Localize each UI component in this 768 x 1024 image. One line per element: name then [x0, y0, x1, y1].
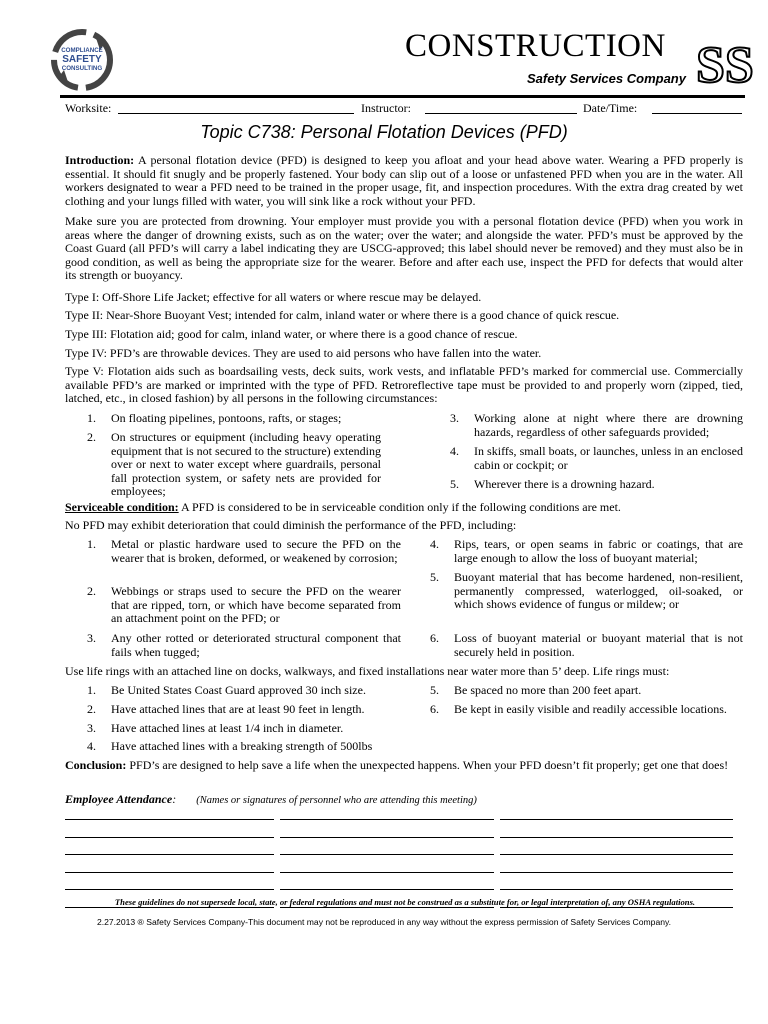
conclusion-text: PFD’s are designed to help save a life when the unexpected happens. When your PFD doesn’t fit properly; get one that does! [126, 758, 729, 772]
signature-line[interactable] [280, 872, 494, 873]
attendance-note: (Names or signatures of personnel who are attending this meeting) [196, 795, 477, 806]
list-item [87, 538, 403, 580]
list-item [430, 632, 744, 660]
list-number: 2. [87, 430, 96, 444]
list-item [430, 571, 744, 627]
list-item [87, 412, 387, 426]
datetime-label: Date/Time: [583, 101, 638, 115]
brand-subtitle: Safety Services Company [527, 71, 686, 86]
list-item [87, 740, 417, 754]
list-text: Webbings or straps used to secure the PFD on the wearer that are ripped, torn, or which have become separated from an attachment point on the PFD; or [111, 584, 401, 625]
type-3: Type III: Flotation aid; good for calm, inland water, or where there is a good chance of rescue. [65, 327, 518, 341]
list-text: Have attached lines that are at least 90 feet in length. [111, 702, 365, 716]
list-text: Any other rotted or deteriorated structural component that fails when tugged; [111, 631, 401, 659]
list-text: Working alone at night where there are drowning hazards, regardless of other safeguards provided; [474, 411, 743, 439]
type-1: Type I: Off-Shore Life Jacket; effective for all waters or where rescue may be delayed. [65, 290, 482, 304]
list-item [87, 722, 417, 736]
instructor-field-line[interactable] [425, 113, 577, 114]
conclusion-paragraph [65, 759, 743, 787]
list-item [87, 585, 403, 627]
logo-text-compliance: COMPLIANCE [61, 47, 103, 54]
ss-brand-mark [694, 32, 754, 94]
list-text: Rips, tears, or open seams in fabric or coatings, that are large enough to allow the loss of buoyant material; [454, 537, 743, 565]
list-number: 3. [87, 721, 96, 735]
signature-line[interactable] [280, 819, 494, 820]
serviceable-line [65, 501, 743, 515]
life-rings-intro: Use life rings with an attached line on docks, walkways, and fixed installations near water more than 5’ deep. Life rings must: [65, 664, 670, 678]
attendance-colon: : [172, 792, 177, 806]
attendance-line [65, 793, 743, 808]
attendance-label: Employee Attendance [65, 792, 173, 806]
signature-line[interactable] [65, 819, 274, 820]
list-number: 1. [87, 537, 96, 551]
protection-paragraph: Make sure you are protected from drowning. Your employer must provide you with a personal flotation device (PFD) when you work in areas where the danger of drowning exists, such as on the water; over the water; and alongside the water. PFD’s must be approved by the Coast Guard (all PFD’s will carry a label indicating they are USCG-approved; this label should never be removed) and they must also be in good condition, as well as being the appropriate size for the wearer. Before and after each use, inspect the PFD for defects that would alter its strength or buoyancy. [65, 214, 743, 282]
signature-line[interactable] [280, 907, 494, 908]
signature-line[interactable] [280, 889, 494, 890]
signature-line[interactable] [65, 889, 274, 890]
disclaimer: These guidelines do not supersede local, state, or federal regulations and must not be construed as a substitute for, or legal interpretation of, any OSHA regulations. [114, 897, 696, 907]
signature-line[interactable] [500, 889, 733, 890]
list-item [430, 703, 744, 731]
signature-line[interactable] [65, 872, 274, 873]
list-item [430, 538, 744, 566]
list-text: Have attached lines with a breaking strength of 500lbs [111, 739, 373, 753]
list-number: 4. [450, 444, 459, 458]
conclusion-label: Conclusion: [65, 758, 127, 772]
list-item [87, 632, 403, 660]
list-text: On structures or equipment (including heavy operating equipment that is not secured to the structure) extending over or next to water except where guardrails, personal fall protection system, or safety nets are provided for employees; [111, 430, 381, 498]
datetime-field-line[interactable] [652, 113, 742, 114]
copyright-notice: 2.27.2013 ® Safety Services Company-This document may not be reproduced in any way without the express permission of Safety Services Company. [96, 917, 672, 927]
type-2: Type II: Near-Shore Buoyant Vest; intended for calm, inland water or where there is a good chance of quick rescue. [65, 308, 620, 322]
compliance-safety-consulting-logo [50, 28, 114, 92]
list-number: 5. [450, 477, 459, 491]
list-text: Loss of buoyant material or buoyant material that is not securely held in position. [454, 631, 743, 659]
signature-line[interactable] [65, 907, 274, 908]
signature-line[interactable] [280, 854, 494, 855]
list-item [87, 703, 417, 717]
signature-line[interactable] [65, 854, 274, 855]
signature-line[interactable] [500, 907, 733, 908]
intro-text: A personal flotation device (PFD) is designed to keep you afloat and your head above water. Wearing a PFD properly is essential. It should fit snugly and be properly fastened. Your body can slip out of a loose or unfastened PFD when you are in the water. All workers designated to wear a PFD need to be trained in the proper usage, fit, and inspection procedures. With the extra drag created by wet clothing and your lungs filled with water, you will sink like a rock without your PFD. [65, 153, 743, 208]
serviceable-label: Serviceable condition: [65, 500, 179, 514]
header-rule [60, 95, 745, 98]
list-number: 2. [87, 584, 96, 598]
list-number: 1. [87, 683, 96, 697]
list-text: Metal or plastic hardware used to secure the PFD on the wearer that is broken, deformed, or weakened by corrosion; [111, 537, 401, 565]
list-item [87, 684, 417, 698]
list-number: 3. [450, 411, 459, 425]
list-number: 4. [430, 537, 439, 551]
list-text: Wherever there is a drowning hazard. [474, 477, 655, 491]
list-item [450, 478, 744, 492]
worksite-field-line[interactable] [118, 113, 354, 114]
list-item [450, 445, 744, 473]
logo-text-consulting: CONSULTING [61, 65, 103, 72]
list-item [450, 412, 744, 440]
serviceable-text: A PFD is considered to be in serviceable condition only if the following conditions are met. [178, 500, 621, 514]
instructor-label: Instructor: [361, 101, 411, 115]
list-text: Buoyant material that has become hardened, non-resilient, permanently compressed, waterlogged, oil-soaked, or which shows evidence of fungus or mildew; or [454, 570, 743, 611]
list-number: 1. [87, 411, 96, 425]
signature-line[interactable] [500, 872, 733, 873]
worksite-label: Worksite: [65, 101, 112, 115]
list-number: 6. [430, 631, 439, 645]
list-text: Have attached lines at least 1/4 inch in diameter. [111, 721, 344, 735]
intro-paragraph [65, 154, 743, 210]
list-number: 3. [87, 631, 96, 645]
list-item [87, 431, 387, 501]
type-5-paragraph: Type V: Flotation aids such as boardsailing vests, deck suits, work vests, and inflatable PFD’s marked for commercial use. Commercially available PFD’s are marked or imprinted with the type of PFD. Retroreflective tape must be provided to and properly worn (zipped, tied, latched, etc., in closed fashion) by all persons in the following circumstances: [65, 364, 743, 405]
signature-line[interactable] [65, 837, 274, 838]
list-number: 4. [87, 739, 96, 753]
intro-label: Introduction: [65, 153, 135, 167]
brand-title: CONSTRUCTION [405, 28, 666, 64]
signature-line[interactable] [500, 837, 733, 838]
list-number: 5. [430, 570, 439, 584]
no-pfd-line: No PFD may exhibit deterioration that could diminish the performance of the PFD, including: [65, 518, 517, 532]
list-text: Be spaced no more than 200 feet apart. [454, 683, 642, 697]
list-number: 6. [430, 702, 439, 716]
list-text: On floating pipelines, pontoons, rafts, or stages; [111, 411, 342, 425]
info-row [65, 101, 745, 117]
list-number: 5. [430, 683, 439, 697]
type-4: Type IV: PFD’s are throwable devices. They are used to aid persons who have fallen into the water. [65, 346, 542, 360]
ss-mark-text: SS [696, 37, 754, 94]
list-text: Be United States Coast Guard approved 30 inch size. [111, 683, 366, 697]
signature-line[interactable] [500, 819, 733, 820]
list-text: Be kept in easily visible and readily accessible locations. [454, 702, 727, 716]
list-item [430, 684, 744, 698]
list-text: In skiffs, small boats, or launches, unless in an enclosed cabin or cockpit; or [474, 444, 743, 472]
logo-text-safety: SAFETY [62, 54, 102, 65]
topic-title: Topic C738: Personal Flotation Devices (PFD) [200, 122, 568, 142]
list-number: 2. [87, 702, 96, 716]
signature-line[interactable] [500, 854, 733, 855]
signature-line[interactable] [280, 837, 494, 838]
